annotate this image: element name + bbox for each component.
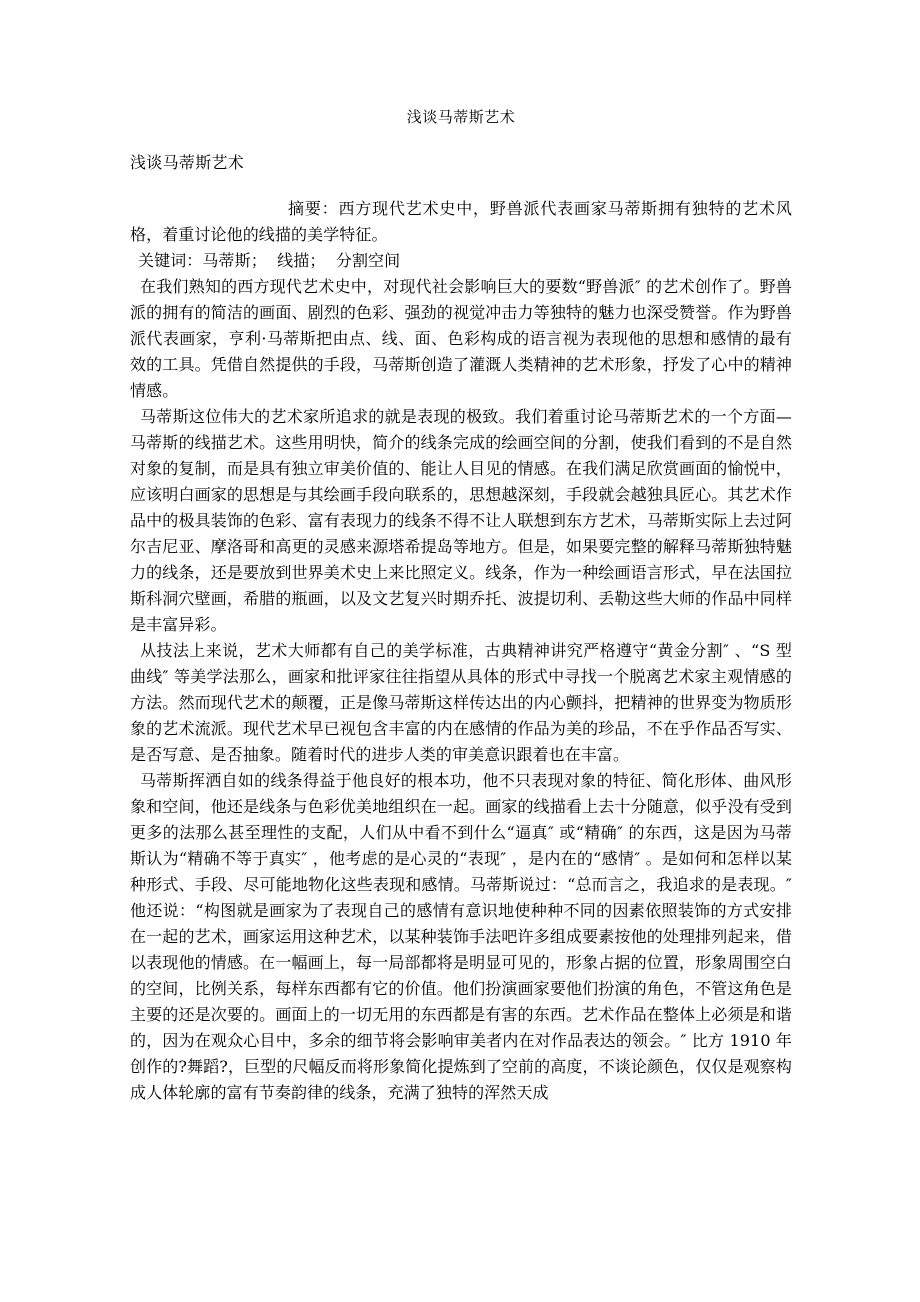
subtitle-spacer	[130, 176, 792, 196]
document-content	[130, 104, 792, 1106]
document-subtitle: 浅谈马蒂斯艺术	[130, 153, 245, 172]
body-paragraph-4: 马蒂斯挥洒自如的线条得益于他良好的根本功，他不只表现对象的特征、简化形体、曲风形象和空间，他还是线条与色彩优美地组织在一起。画家的线描看上去十分随意，似乎没有受到更多的法那么甚至理性的支配，人们从中看不到什么“逼真″ 或“精确″ 的东西，这是因为马蒂斯认为“精确不等于真实″ ，他考虑的是心灵的“表现″ ，是内在的“感情″ 。是如何和怎样以某种形式、手段、尽可能地物化这些表现和感情。马蒂斯说过：“总而言之，我追求的是表现。″ 他还说：“构图就是画家为了表现自己的感情有意识地使种种不同的因素依照装饰的方式安排在一起的艺术，画家运用这种艺术，以某种装饰手法吧许多组成要素按他的处理排列起来，借以表现他的情感。在一幅画上，每一局部都将是明显可见的，形象占据的位置，形象周围空白的空间，比例关系，每样东西都有它的价值。他们扮演画家要他们扮演的角色，不管这角色是主要的还是次要的。画面上的一切无用的东西都是有害的东西。艺术作品在整体上必须是和谐的，因为在观众心目中，多余的细节将会影响审美者内在对作品表达的领会。″ 比方 1910 年创作的?舞蹈?，巨型的尺幅反而将形象简化提炼到了空前的高度，不谈论颜色，仅仅是观察构成人体轮廓的富有节奏韵律的线条，充满了独特的浑然天成	[130, 771, 792, 1102]
body-paragraph-3: 从技法上来说，艺术大师都有自己的美学标准，古典精神讲究严格遵守“黄金分割″ 、“S 型曲线″ 等美学法那么，画家和批评家往往指望从具体的形式中寻找一个脱离艺术家主观情感的方法。然而现代艺术的颠覆，正是像马蒂斯这样传达出的内心颤抖，把精神的世界变为物质形象的艺术流派。现代艺术早已视包含丰富的内在感情的作品为美的珍品，不在乎作品否写实、是否写意、是否抽象。随着时代的进步人类的审美意识跟着也在丰富。	[130, 641, 792, 764]
abstract-paragraph: 摘要：西方现代艺术史中，野兽派代表画家马蒂斯拥有独特的艺术风格，着重讨论他的线描的美学特征。	[130, 199, 792, 244]
title-spacer	[130, 130, 792, 150]
keywords-line: 关键词：马蒂斯； 线描； 分割空间	[138, 251, 401, 270]
page-title: 浅谈马蒂斯艺术	[406, 108, 516, 126]
body-paragraph-1: 在我们熟知的西方现代艺术史中，对现代社会影响巨大的要数“野兽派″ 的艺术创作了。野兽派的拥有的简洁的画面、剧烈的色彩、强劲的视觉冲击力等独特的魅力也深受赞誉。作为野兽派代表画家，亨利·马蒂斯把由点、线、面、色彩构成的语言视为表现他的思想和感情的最有效的工具。凭借自然提供的手段，马蒂斯创造了灌溉人类精神的艺术形象，抒发了心中的精神情感。	[130, 277, 792, 400]
body-paragraph-2: 马蒂斯这位伟大的艺术家所追求的就是表现的极致。我们着重讨论马蒂斯艺术的一个方面—马蒂斯的线描艺术。这些用明快，简介的线条完成的绘画空间的分割，使我们看到的不是自然对象的复制，而是具有独立审美价值的、能让人目见的情感。在我们满足欣赏画面的愉悦中，应该明白画家的思想是与其绘画手段向联系的，思想越深刻，手段就会越独具匠心。其艺术作品中的极具装饰的色彩、富有表现力的线条不得不让人联想到东方艺术，马蒂斯实际上去过阿尔吉尼亚、摩洛哥和高更的灵感来源塔希提岛等地方。但是，如果要完整的解释马蒂斯独特魅力的线条，还是要放到世界美术史上来比照定义。线条，作为一种绘画语言形式，早在法国拉斯科洞穴壁画，希腊的瓶画，以及文艺复兴时期乔托、波提切利、丢勒这些大师的作品中同样是丰富异彩。	[130, 407, 792, 634]
